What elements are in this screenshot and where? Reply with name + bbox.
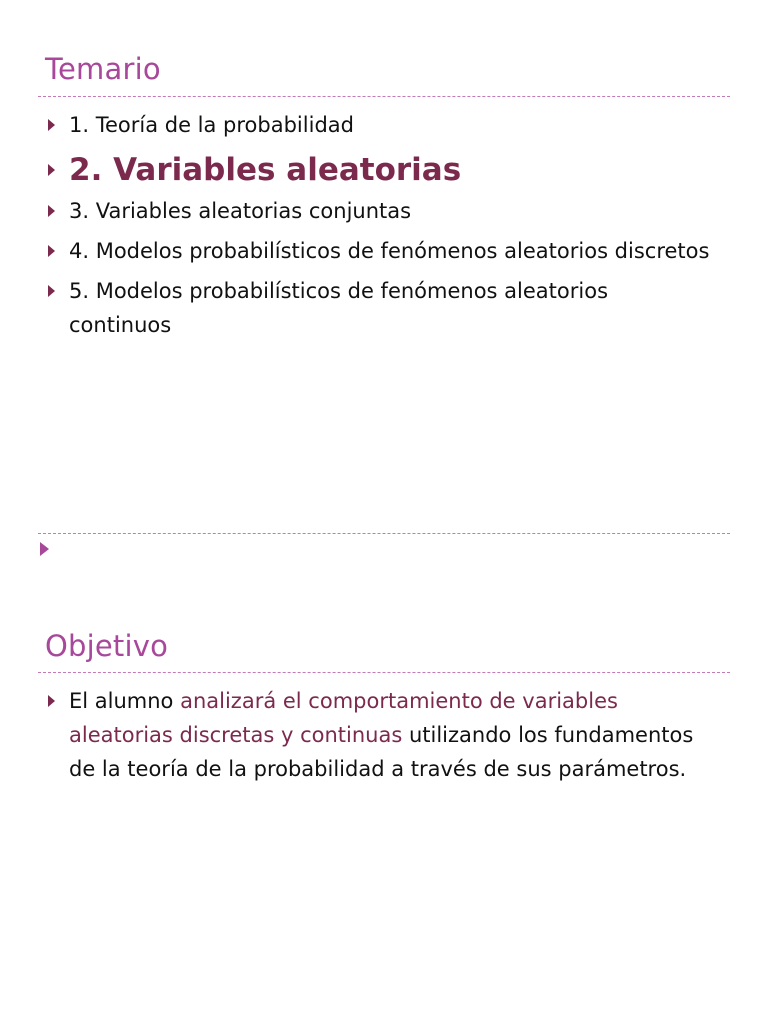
list-item-text: 5. Modelos probabilísticos de fenómenos aleatorios continuos [69,279,609,337]
title-divider [38,672,730,673]
topic-list [45,108,715,348]
triangle-right-icon [48,119,55,131]
list-item [45,234,715,268]
list-item [45,194,715,228]
triangle-right-icon [48,164,55,176]
list-item-text: 1. Teoría de la probabilidad [69,113,354,137]
triangle-right-icon [48,285,55,297]
list-item-text: 3. Variables aleatorias conjuntas [69,199,412,223]
title-divider [38,96,730,97]
list-item [45,108,715,142]
triangle-right-icon [40,542,49,556]
slide-title: Objetivo [45,629,169,663]
objective-text-end: utilizando los fundamentos de la teoría de la probabilidad a través de sus parámetros. [69,723,694,781]
list-item-text: 2. Variables aleatorias [69,152,462,188]
list-item [45,684,715,786]
objective-highlight: analizará el comportamiento de variables aleatorias discretas y continuas [69,689,618,747]
objective-list [45,684,715,792]
list-item-text: 4. Modelos probabilísticos de fenómenos aleatorios discretos [69,239,710,263]
slide-objetivo [0,512,768,1024]
section-divider [38,533,730,534]
triangle-right-icon [48,205,55,217]
list-item-current [45,148,715,192]
triangle-right-icon [48,695,55,707]
slide-title: Temario [45,52,161,86]
list-item [45,274,715,342]
objective-text-start: El alumno [69,689,181,713]
triangle-right-icon [48,245,55,257]
